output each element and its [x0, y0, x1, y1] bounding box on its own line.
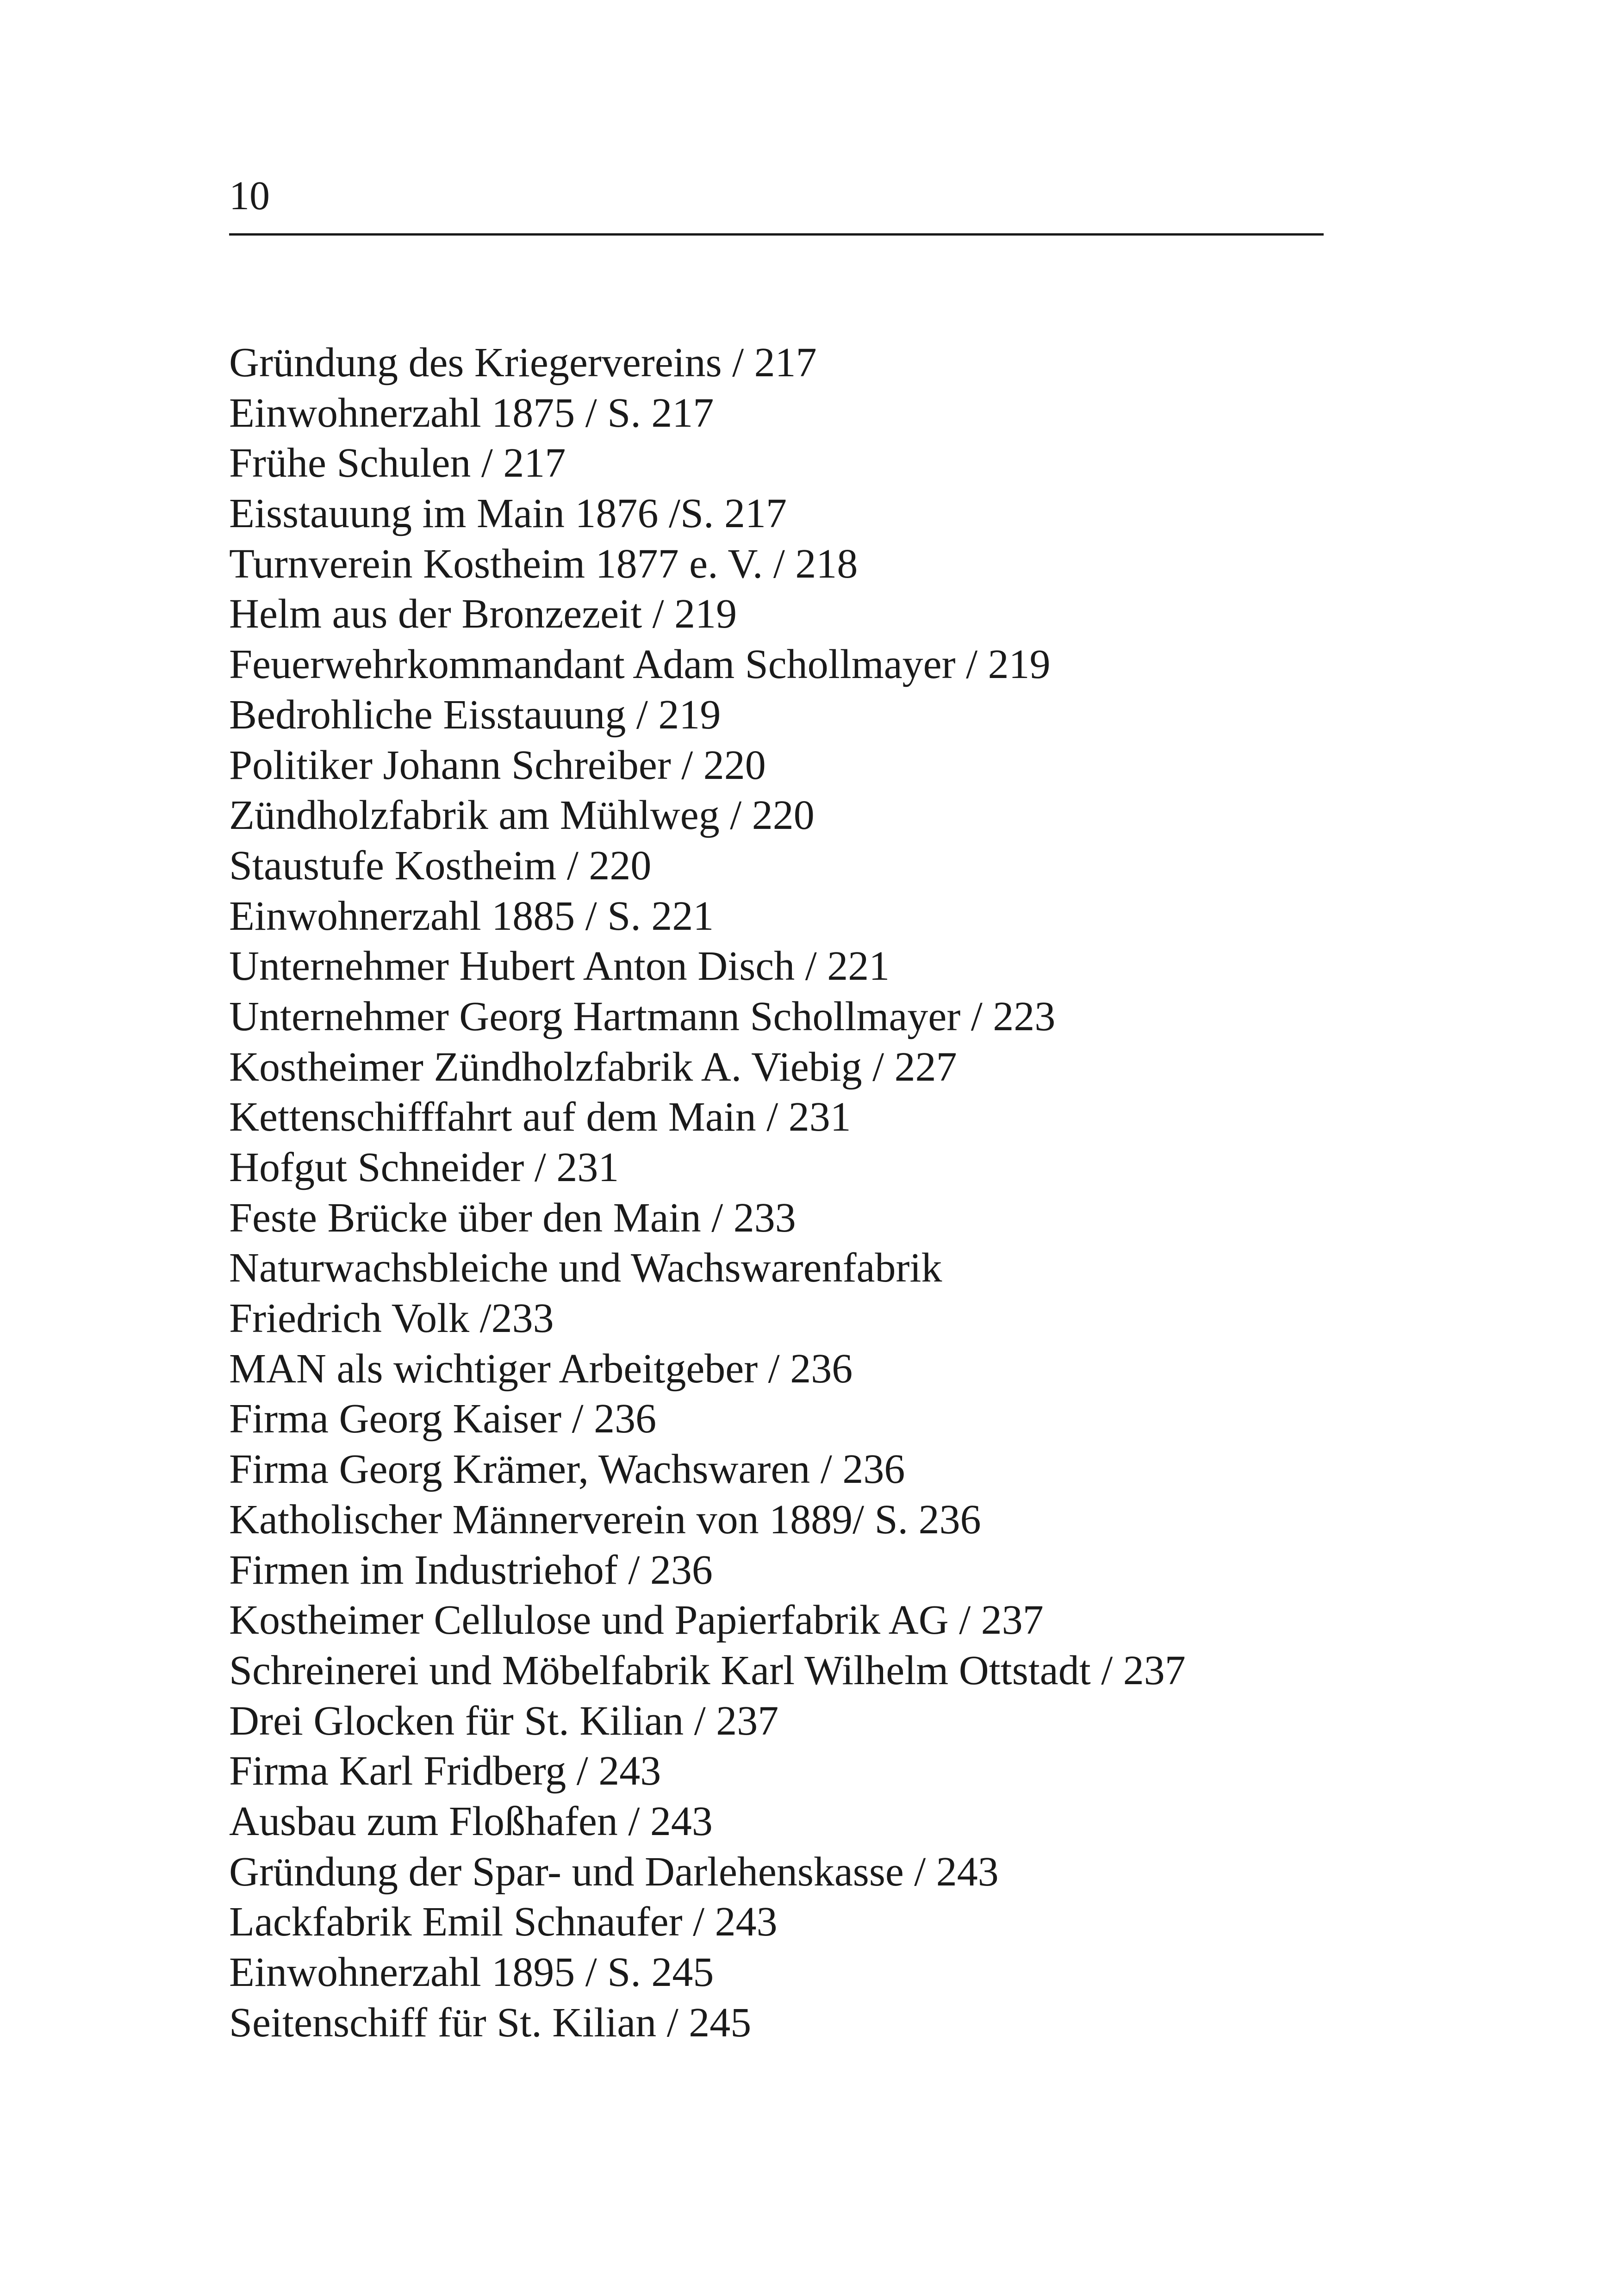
list-item: Unternehmer Hubert Anton Disch / 221 [229, 943, 890, 989]
list-item: Firma Georg Krämer, Wachswaren / 236 [229, 1446, 905, 1493]
list-item: Kostheimer Cellulose und Papierfabrik AG / 237 [229, 1597, 1044, 1643]
list-item: Kettenschifffahrt auf dem Main / 231 [229, 1094, 851, 1140]
list-item: Seitenschiff für St. Kilian / 245 [229, 1999, 752, 2046]
list-item: Friedrich Volk /233 [229, 1295, 554, 1342]
list-item: Katholischer Männerverein von 1889/ S. 236 [229, 1496, 981, 1543]
list-item: Einwohnerzahl 1895 / S. 245 [229, 1949, 714, 1995]
list-item: Lackfabrik Emil Schnaufer / 243 [229, 1899, 778, 1945]
list-item: Bedrohliche Eisstauung / 219 [229, 691, 721, 738]
list-item: Einwohnerzahl 1885 / S. 221 [229, 893, 714, 939]
list-item: Kostheimer Zündholzfabrik A. Viebig / 227 [229, 1044, 957, 1090]
list-item: Helm aus der Bronzezeit / 219 [229, 591, 737, 637]
list-item: Feuerwehrkommandant Adam Schollmayer / 219 [229, 641, 1051, 688]
list-item: Drei Glocken für St. Kilian / 237 [229, 1698, 779, 1744]
list-item: Feste Brücke über den Main / 233 [229, 1195, 796, 1241]
entry-list [229, 338, 1386, 2048]
list-item: Naturwachsbleiche und Wachswarenfabrik [229, 1245, 942, 1291]
list-item: Gründung der Spar- und Darlehenskasse / 243 [229, 1848, 999, 1895]
header-rule [229, 233, 1324, 236]
list-item: Politiker Johann Schreiber / 220 [229, 742, 766, 788]
list-item: Frühe Schulen / 217 [229, 440, 566, 486]
list-item: Eisstauung im Main 1876 /S. 217 [229, 491, 787, 537]
list-item: Firmen im Industriehof / 236 [229, 1547, 713, 1593]
list-item: Unternehmer Georg Hartmann Schollmayer / 223 [229, 993, 1056, 1039]
list-item: Einwohnerzahl 1875 / S. 217 [229, 390, 714, 436]
list-item: Zündholzfabrik am Mühlweg / 220 [229, 792, 815, 839]
list-item: Firma Georg Kaiser / 236 [229, 1396, 657, 1442]
list-item: Hofgut Schneider / 231 [229, 1145, 619, 1190]
list-item: Turnverein Kostheim 1877 e. V. / 218 [229, 541, 858, 587]
list-item: MAN als wichtiger Arbeitgeber / 236 [229, 1345, 853, 1392]
list-item: Gründung des Kriegervereins / 217 [229, 340, 817, 386]
list-item: Firma Karl Fridberg / 243 [229, 1748, 661, 1794]
list-item: Schreinerei und Möbelfabrik Karl Wilhelm Ottstadt / 237 [229, 1647, 1186, 1693]
list-item: Ausbau zum Floßhafen / 243 [229, 1798, 713, 1844]
list-item: Staustufe Kostheim / 220 [229, 842, 652, 889]
page-number: 10 [229, 174, 270, 218]
